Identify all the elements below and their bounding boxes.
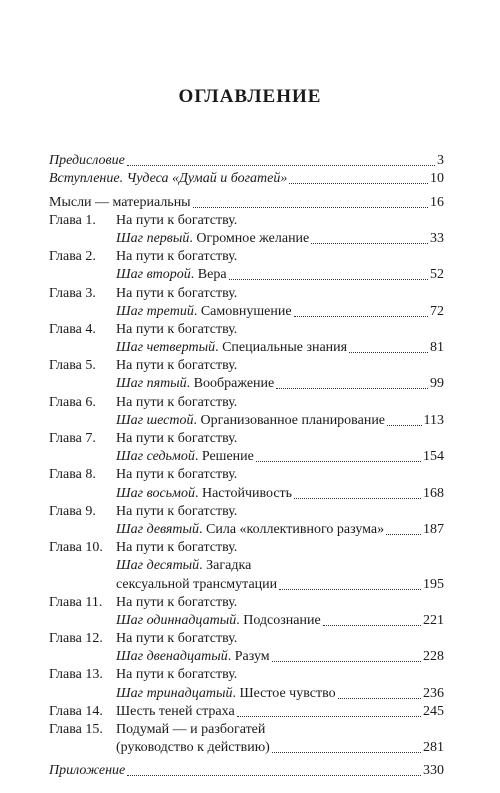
entry-title-italic: Шаг второй xyxy=(116,267,191,283)
page-number: 221 xyxy=(423,612,444,628)
entry-title-text: . Подсознание xyxy=(236,612,321,628)
entry-title-text: . Воображение xyxy=(186,376,275,392)
toc-entry xyxy=(49,430,444,448)
toc-entry xyxy=(49,484,444,502)
chapter-label: Глава 15. xyxy=(49,722,103,737)
toc-entry xyxy=(49,666,444,684)
toc-entry xyxy=(49,357,444,375)
page-number: 10 xyxy=(430,171,444,187)
entry-title-text: . Загадка xyxy=(199,558,252,574)
entry-title xyxy=(116,612,321,630)
entry-title-text: . Специальные знания xyxy=(215,340,348,356)
entry-title-italic: Шаг шестой xyxy=(116,412,194,428)
dot-leader xyxy=(294,315,428,317)
entry-title-text: На пути к богатству. xyxy=(116,631,238,647)
entry-title-italic: Шаг двенадцатый xyxy=(116,649,228,665)
entry-title xyxy=(116,357,237,375)
toc-entry xyxy=(49,152,444,170)
toc-entry xyxy=(49,321,444,339)
entry-title xyxy=(116,285,237,303)
chapter-label: Глава 5. xyxy=(49,358,96,374)
toc-entry xyxy=(49,648,444,666)
page-number: 236 xyxy=(423,685,444,701)
entry-title-italic: Шаг десятый xyxy=(116,558,200,574)
entry-title-text: На пути к богатству. xyxy=(116,212,238,228)
dot-leader xyxy=(311,242,428,244)
page-number: 99 xyxy=(430,376,444,392)
entry-title xyxy=(116,303,292,321)
toc-entry xyxy=(49,739,444,757)
dot-leader xyxy=(349,351,428,353)
dot-leader xyxy=(229,278,428,280)
page-number: 33 xyxy=(430,230,444,246)
entry-title xyxy=(116,266,227,284)
entry-title-text: На пути к богатству. xyxy=(116,594,238,610)
chapter-label: Глава 9. xyxy=(49,503,96,519)
entry-title-text: . Решение xyxy=(194,449,254,465)
entry-title-text: Мысли — материальны xyxy=(49,194,191,210)
chapter-label: Глава 4. xyxy=(49,321,96,337)
entry-title xyxy=(116,503,237,521)
entry-title xyxy=(49,762,125,780)
entry-title xyxy=(116,466,237,484)
entry-title-text: . Сила «коллективного разума» xyxy=(199,521,385,537)
page-number: 195 xyxy=(423,576,444,592)
entry-title xyxy=(116,339,347,357)
dot-leader xyxy=(272,660,421,662)
entry-title-text: (руководство к действию) xyxy=(116,740,270,756)
entry-title-italic: Шаг седьмой xyxy=(116,449,195,465)
toc-entry xyxy=(49,594,444,612)
entry-title-italic: Шаг третий xyxy=(116,303,194,319)
entry-title-italic: Шаг одиннадцатый xyxy=(116,612,237,628)
toc-entry xyxy=(49,193,444,211)
page-number: 245 xyxy=(423,703,444,719)
toc-entry xyxy=(49,393,444,411)
toc-entry xyxy=(49,721,444,739)
entry-title-text: На пути к богатству. xyxy=(116,394,238,410)
dot-leader xyxy=(289,182,428,184)
entry-title xyxy=(116,521,384,539)
toc-entry xyxy=(49,303,444,321)
dot-leader xyxy=(272,751,421,753)
entry-title-text: . Вера xyxy=(190,267,227,283)
chapter-label: Глава 14. xyxy=(49,703,103,719)
entry-title xyxy=(116,321,237,339)
toc-entry xyxy=(49,630,444,648)
dot-leader xyxy=(193,206,428,208)
entry-title xyxy=(116,248,237,266)
toc-entry xyxy=(49,684,444,702)
entry-title xyxy=(116,703,235,721)
toc-entry xyxy=(49,503,444,521)
dot-leader xyxy=(127,164,435,166)
toc-entry xyxy=(49,521,444,539)
dot-leader xyxy=(276,387,428,389)
page-number: 3 xyxy=(437,153,444,169)
entry-title-text: На пути к богатству. xyxy=(116,540,238,556)
entry-title xyxy=(116,212,237,230)
chapter-label: Глава 2. xyxy=(49,249,96,265)
entry-title xyxy=(116,394,237,412)
entry-title xyxy=(116,630,237,648)
entry-title xyxy=(49,152,125,170)
entry-title-text: Подумай — и разбогатей xyxy=(116,722,266,737)
entry-title-text: На пути к богатству. xyxy=(116,431,238,446)
entry-title-text: . Самовнушение xyxy=(193,303,292,319)
entry-title-italic: Шаг восьмой xyxy=(116,485,195,501)
entry-title-text: На пути к богатству. xyxy=(116,667,238,683)
entry-title-text: На пути к богатству. xyxy=(116,358,238,374)
toc-entry xyxy=(49,762,444,780)
chapter-label: Глава 12. xyxy=(49,631,103,647)
table-of-contents xyxy=(49,152,444,780)
page-number: 187 xyxy=(423,521,444,537)
dot-leader xyxy=(256,460,421,462)
dot-leader xyxy=(237,715,421,717)
dot-leader xyxy=(338,697,421,699)
chapter-label: Глава 7. xyxy=(49,431,96,446)
entry-title-italic: Шаг тринадцатый xyxy=(116,685,233,701)
chapter-label: Глава 6. xyxy=(49,394,96,410)
entry-title xyxy=(116,594,237,612)
toc-entry xyxy=(49,448,444,466)
entry-title xyxy=(116,230,309,248)
page-number: 113 xyxy=(423,412,444,428)
chapter-label: Глава 13. xyxy=(49,667,103,683)
chapter-label: Глава 3. xyxy=(49,285,96,301)
page-number: 281 xyxy=(423,740,444,756)
entry-title-italic: Шаг первый xyxy=(116,230,190,246)
toc-entry xyxy=(49,339,444,357)
entry-title-text: На пути к богатству. xyxy=(116,321,238,337)
toc-entry xyxy=(49,230,444,248)
entry-title xyxy=(116,648,270,666)
page-number: 154 xyxy=(423,449,444,465)
entry-title-italic: Вступление. Чудеса «Думай и богатей» xyxy=(49,171,288,187)
page-number: 52 xyxy=(430,267,444,283)
entry-title-text: . Огромное желание xyxy=(189,230,310,246)
entry-title xyxy=(116,557,251,575)
toc-entry xyxy=(49,266,444,284)
page-number: 228 xyxy=(423,649,444,665)
entry-title xyxy=(116,448,254,466)
entry-title-text: На пути к богатству. xyxy=(116,249,238,265)
toc-entry xyxy=(49,412,444,430)
entry-title-italic: Приложение xyxy=(49,763,126,779)
entry-title xyxy=(49,170,287,188)
entry-title-text: сексуальной трансмутации xyxy=(116,576,278,592)
entry-title xyxy=(116,739,270,757)
dot-leader xyxy=(279,588,421,590)
entry-title xyxy=(116,539,237,557)
entry-title xyxy=(116,576,277,594)
chapter-label: Глава 1. xyxy=(49,212,96,228)
entry-title xyxy=(116,412,385,430)
page-number: 330 xyxy=(423,763,444,779)
dot-leader xyxy=(127,774,421,776)
page-number: 72 xyxy=(430,303,444,319)
chapter-label: Глава 8. xyxy=(49,467,96,483)
page-title: ОГЛАВЛЕНИЕ xyxy=(178,86,322,107)
toc-entry xyxy=(49,170,444,188)
toc-entry xyxy=(49,466,444,484)
page-number: 16 xyxy=(430,194,444,210)
entry-title-text: На пути к богатству. xyxy=(116,285,238,301)
entry-title xyxy=(116,485,292,503)
entry-title xyxy=(116,666,237,684)
entry-title-text: . Шестое чувство xyxy=(232,685,336,701)
chapter-label: Глава 10. xyxy=(49,540,103,556)
dot-leader xyxy=(323,624,421,626)
entry-title xyxy=(116,375,274,393)
entry-title-text: На пути к богатству. xyxy=(116,467,238,483)
entry-title xyxy=(49,194,191,212)
toc-entry xyxy=(49,612,444,630)
entry-title xyxy=(116,430,237,448)
page-number: 168 xyxy=(423,485,444,501)
entry-title-text: . Организованное планирование xyxy=(193,412,386,428)
toc-entry xyxy=(49,575,444,593)
entry-title-italic: Шаг пятый xyxy=(116,376,187,392)
toc-entry xyxy=(49,284,444,302)
chapter-label: Глава 11. xyxy=(49,594,103,610)
toc-entry xyxy=(49,557,444,575)
entry-title xyxy=(116,685,336,703)
page-number: 81 xyxy=(430,340,444,356)
toc-entry xyxy=(49,375,444,393)
toc-entry xyxy=(49,539,444,557)
dot-leader xyxy=(294,497,421,499)
entry-title-text: . Настойчивость xyxy=(194,485,293,501)
toc-entry xyxy=(49,248,444,266)
entry-title-text: На пути к богатству. xyxy=(116,503,238,519)
entry-title xyxy=(116,721,265,739)
dot-leader xyxy=(387,424,421,426)
entry-title-text: . Разум xyxy=(227,649,270,665)
entry-title-italic: Шаг четвертый xyxy=(116,340,216,356)
entry-title-text: Шесть теней страха xyxy=(116,703,235,719)
toc-entry xyxy=(49,212,444,230)
toc-entry xyxy=(49,703,444,721)
entry-title-italic: Предисловие xyxy=(49,153,125,169)
entry-title-italic: Шаг девятый xyxy=(116,521,200,537)
dot-leader xyxy=(386,533,421,535)
